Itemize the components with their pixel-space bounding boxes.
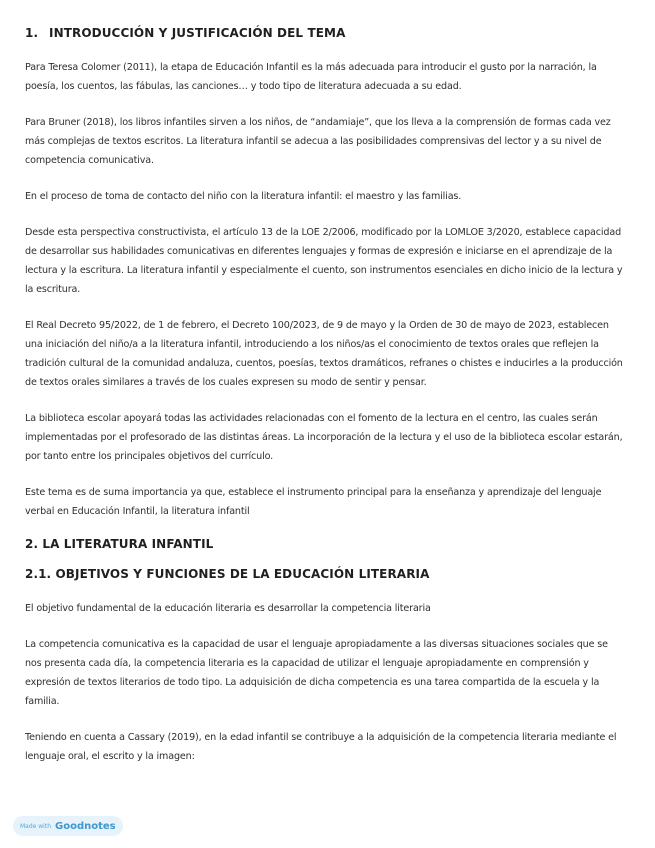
paragraph: Desde esta perspectiva constructivista, el artículo 13 de la LOE 2/2006, modificado por la LOMLOE 3/2020, establece capacidad de desarrollar sus habilidades comunicativas en diferentes lenguajes y formas de expresión e iniciarse en el aprendizaje de la lectura y la escritura. La literatura infantil y especialmente el cuento, son instrumentos esenciales en dicho inicio de la lectura y la escritura. — [25, 227, 623, 295]
made-with-label: Made with — [20, 822, 51, 830]
paragraph: En el proceso de toma de contacto del niño con la literatura infantil: el maestro y las familias. — [25, 191, 462, 202]
paragraph: Teniendo en cuenta a Cassary (2019), en la edad infantil se contribuye a la adquisición de la competencia literaria mediante el lenguaje oral, el escrito y la imagen: — [25, 732, 617, 762]
section-2-1-heading: 2.1. OBJETIVOS Y FUNCIONES DE LA EDUCACIÓN LITERARIA — [25, 567, 430, 581]
section-2-heading: 2. LA LITERATURA INFANTIL — [25, 537, 214, 551]
section-1-title: INTRODUCCIÓN Y JUSTIFICACIÓN DEL TEMA — [49, 26, 346, 40]
goodnotes-badge[interactable] — [13, 816, 123, 836]
paragraph: Este tema es de suma importancia ya que, establece el instrumento principal para la enseñanza y aprendizaje del lenguaje verbal en Educación Infantil, la literatura infantil — [25, 487, 602, 517]
paragraph: El Real Decreto 95/2022, de 1 de febrero, el Decreto 100/2023, de 9 de mayo y la Orden de 30 de mayo de 2023, establecen una iniciación del niño/a a la literatura infantil, introduciendo a los niños/as el conocimiento de textos orales que reflejen la tradición cultural de la comunidad andaluza, cuentos, poesías, textos dramáticos, refranes o chistes e inducirles a la producción de textos orales similares a través de los cuales expresen su modo de sentir y pensar. — [25, 320, 623, 388]
document-content — [25, 26, 627, 783]
paragraph: El objetivo fundamental de la educación literaria es desarrollar la competencia literaria — [25, 603, 431, 614]
section-1-heading — [25, 26, 627, 40]
section-1-number: 1. — [25, 26, 39, 40]
paragraph: Para Teresa Colomer (2011), la etapa de Educación Infantil es la más adecuada para introducir el gusto por la narración, la poesía, los cuentos, las fábulas, las canciones… y todo tipo de literatura adecuada a su edad. — [25, 62, 597, 92]
goodnotes-brand: Goodnotes — [55, 820, 116, 832]
paragraph: Para Bruner (2018), los libros infantiles sirven a los niños, de “andamiaje”, que los lleva a la comprensión de formas cada vez más complejas de textos escritos. La literatura infantil se adecua a las posibilidades comprensivas del lector y a su nivel de competencia comunicativa. — [25, 117, 611, 166]
paragraph: La competencia comunicativa es la capacidad de usar el lenguaje apropiadamente a las diversas situaciones sociales que se nos presenta cada día, la competencia literaria es la capacidad de utilizar el lenguaje apropiadamente en comprensión y expresión de textos literarios de todo tipo. La adquisición de dicha competencia es una tarea compartida de la escuela y la familia. — [25, 639, 608, 707]
paragraph: La biblioteca escolar apoyará todas las actividades relacionadas con el fomento de la lectura en el centro, las cuales serán implementadas por el profesorado de las distintas áreas. La incorporación de la lectura y el uso de la biblioteca escolar estarán, por tanto entre los principales objetivos del currículo. — [25, 413, 623, 462]
